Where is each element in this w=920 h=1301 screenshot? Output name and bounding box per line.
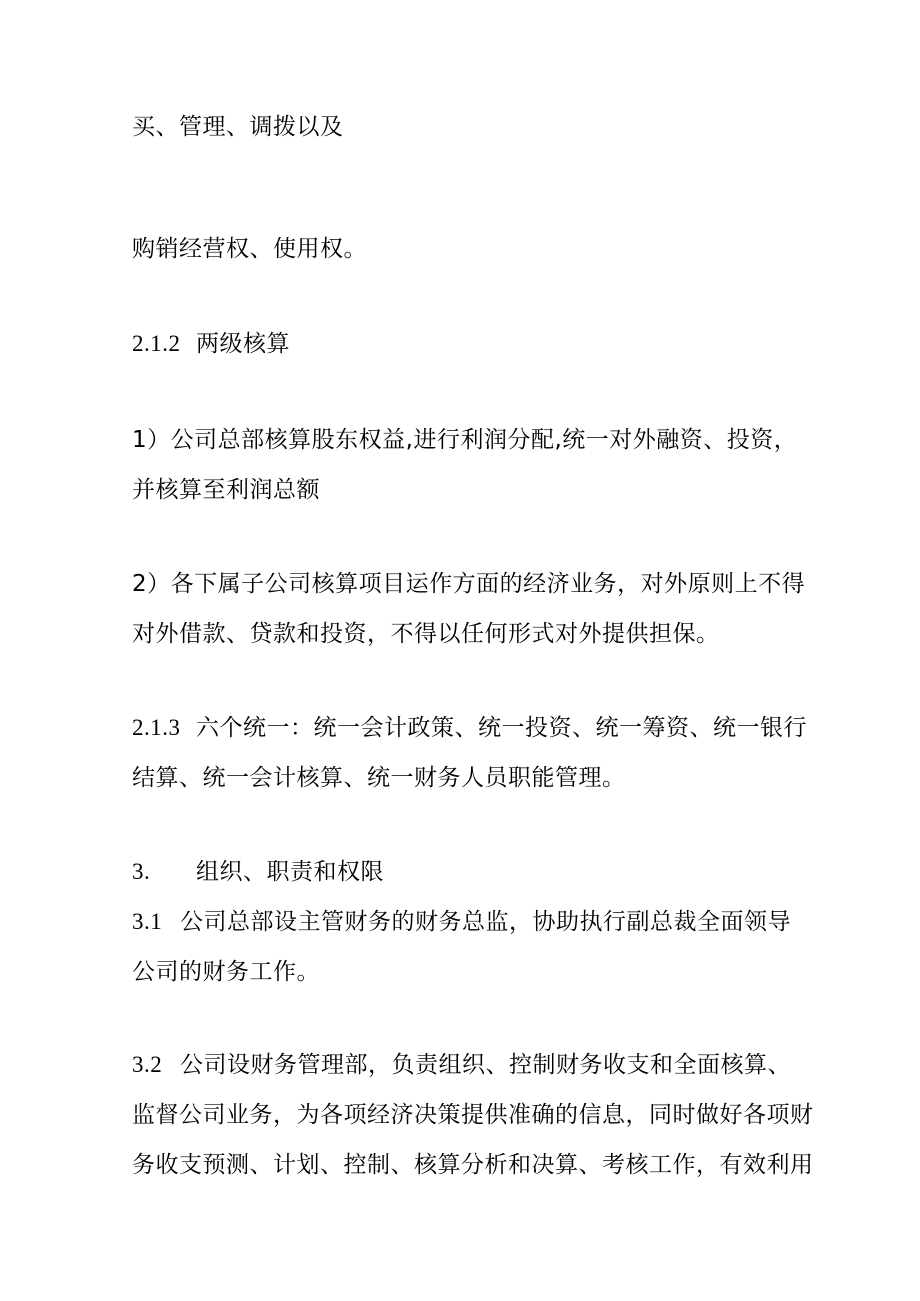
section-title: 公司设财务管理部，负责组织、控制财务收支和全面核算、 bbox=[180, 1052, 791, 1078]
section-title: 两级核算 bbox=[196, 331, 290, 357]
text-line: 1）公司总部核算股东权益,进行利润分配,统一对外融资、投资， bbox=[132, 427, 798, 453]
text-line: 对外借款、贷款和投资，不得以任何形式对外提供担保。 bbox=[132, 621, 720, 647]
text-line: 公司的财务工作。 bbox=[132, 959, 320, 985]
section-number: 2.1.3 bbox=[132, 715, 181, 740]
section-heading-2-1-2 bbox=[132, 329, 290, 359]
section-number: 3.2 bbox=[132, 1052, 163, 1077]
section-heading-3 bbox=[132, 857, 384, 887]
section-number: 3.1 bbox=[132, 909, 163, 934]
text-line: 买、管理、调拨以及 bbox=[132, 114, 344, 140]
text-line: 监督公司业务，为各项经济决策提供准确的信息，同时做好各项财 bbox=[132, 1102, 814, 1128]
section-heading-2-1-3 bbox=[132, 713, 807, 743]
text-line: 并核算至利润总额 bbox=[132, 477, 320, 503]
section-heading-3-2 bbox=[132, 1050, 791, 1080]
text-line: 结算、统一会计核算、统一财务人员职能管理。 bbox=[132, 765, 626, 791]
text-line: 2）各下属子公司核算项目运作方面的经济业务，对外原则上不得 bbox=[132, 571, 806, 597]
section-number: 3. bbox=[132, 859, 151, 884]
section-heading-3-1 bbox=[132, 907, 791, 937]
section-title: 公司总部设主管财务的财务总监，协助执行副总裁全面领导 bbox=[180, 909, 791, 935]
text-line: 务收支预测、计划、控制、核算分析和决算、考核工作，有效利用 bbox=[132, 1152, 814, 1178]
section-title: 组织、职责和权限 bbox=[196, 859, 384, 885]
section-title: 六个统一：统一会计政策、统一投资、统一筹资、统一银行 bbox=[196, 715, 807, 741]
text-line: 购销经营权、使用权。 bbox=[132, 236, 367, 262]
section-number: 2.1.2 bbox=[132, 331, 181, 356]
